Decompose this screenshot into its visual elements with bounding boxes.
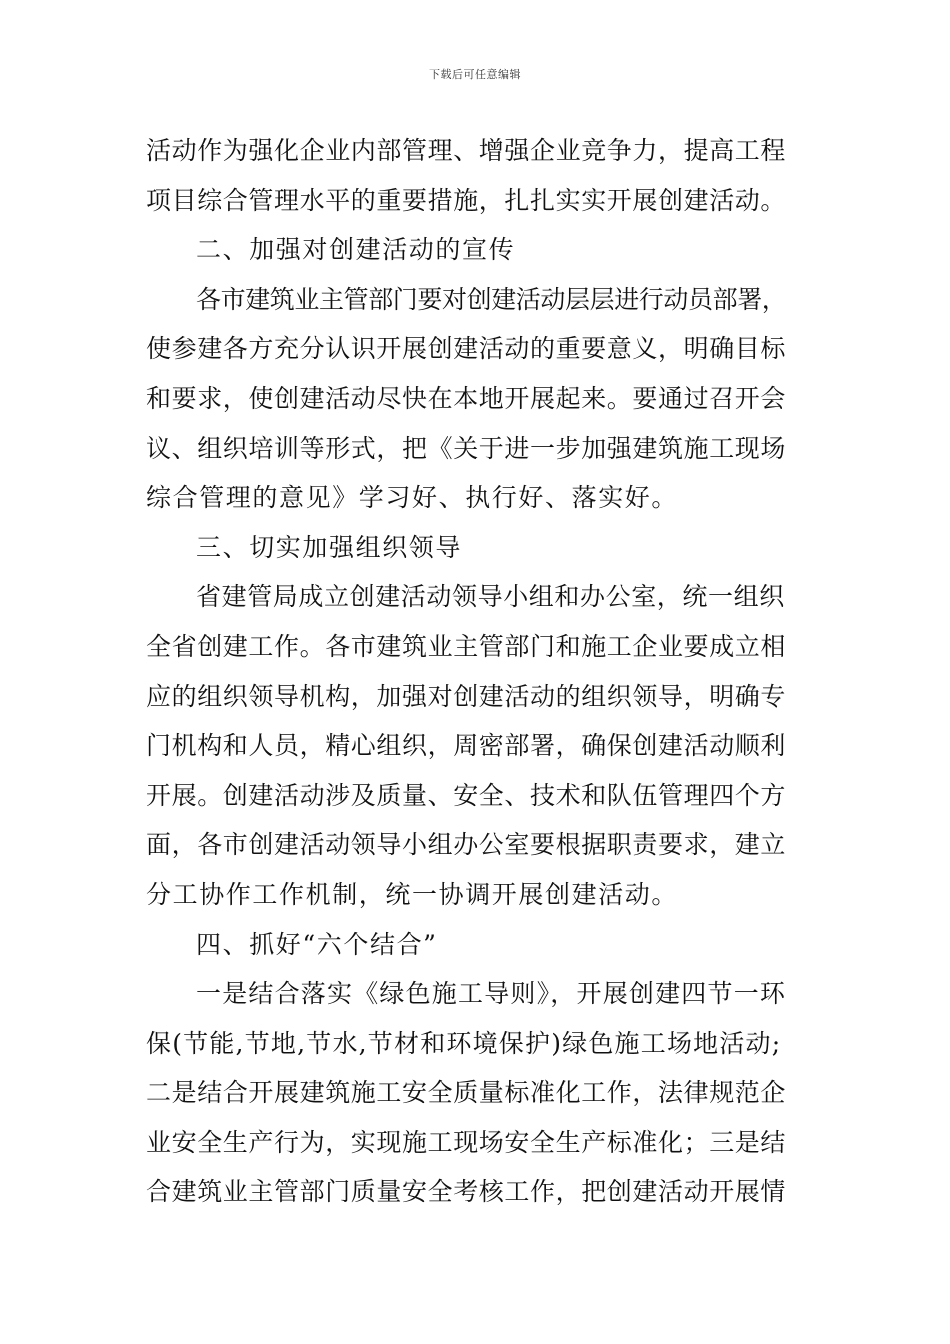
text-line: 全省创建工作。各市建筑业主管部门和施工企业要成立相 — [146, 631, 787, 661]
text-line: 综合管理的意见》学习好、执行好、落实好。 — [146, 483, 679, 513]
text-line: 三、切实加强组织领导 — [196, 532, 463, 562]
text-line: 省建管局成立创建活动领导小组和办公室，统一组织 — [196, 582, 785, 612]
document-body — [146, 126, 786, 1217]
text-line: 面，各市创建活动领导小组办公室要根据职责要求，建立 — [146, 830, 787, 860]
text-line: 各市建筑业主管部门要对创建活动层层进行动员部署， — [196, 284, 787, 314]
text-line: 项目综合管理水平的重要措施，扎扎实实开展创建活动。 — [146, 185, 787, 215]
text-line: 保(节能,节地,节水,节材和环境保护)绿色施工场地活动; — [146, 1028, 782, 1058]
text-line: 使参建各方充分认识开展创建活动的重要意义，明确目标 — [146, 334, 787, 364]
text-line: 合建筑业主管部门质量安全考核工作，把创建活动开展情 — [146, 1177, 787, 1207]
text-line: 分工协作工作机制，统一协调开展创建活动。 — [146, 879, 679, 909]
text-line: 开展。创建活动涉及质量、安全、技术和队伍管理四个方 — [146, 780, 787, 810]
text-line: 一是结合落实《绿色施工导则》，开展创建四节一环 — [196, 979, 787, 1009]
text-line: 业安全生产行为，实现施工现场安全生产标准化；三是结 — [146, 1127, 787, 1157]
text-line: 应的组织领导机构，加强对创建活动的组织领导，明确专 — [146, 681, 787, 711]
text-line: 议、组织培训等形式，把《关于进一步加强建筑施工现场 — [146, 433, 787, 463]
text-line: 二是结合开展建筑施工安全质量标准化工作，法律规范企 — [146, 1078, 787, 1108]
text-line: 门机构和人员，精心组织，周密部署，确保创建活动顺利 — [146, 731, 787, 761]
text-line: 和要求，使创建活动尽快在本地开展起来。要通过召开会 — [146, 383, 787, 413]
text-line: 四、抓好“六个结合” — [196, 929, 438, 959]
text-line: 二、加强对创建活动的宣传 — [196, 235, 516, 265]
text-line: 活动作为强化企业内部管理、增强企业竞争力，提高工程 — [146, 136, 787, 165]
page-header: 下载后可任意编辑 — [429, 68, 521, 81]
